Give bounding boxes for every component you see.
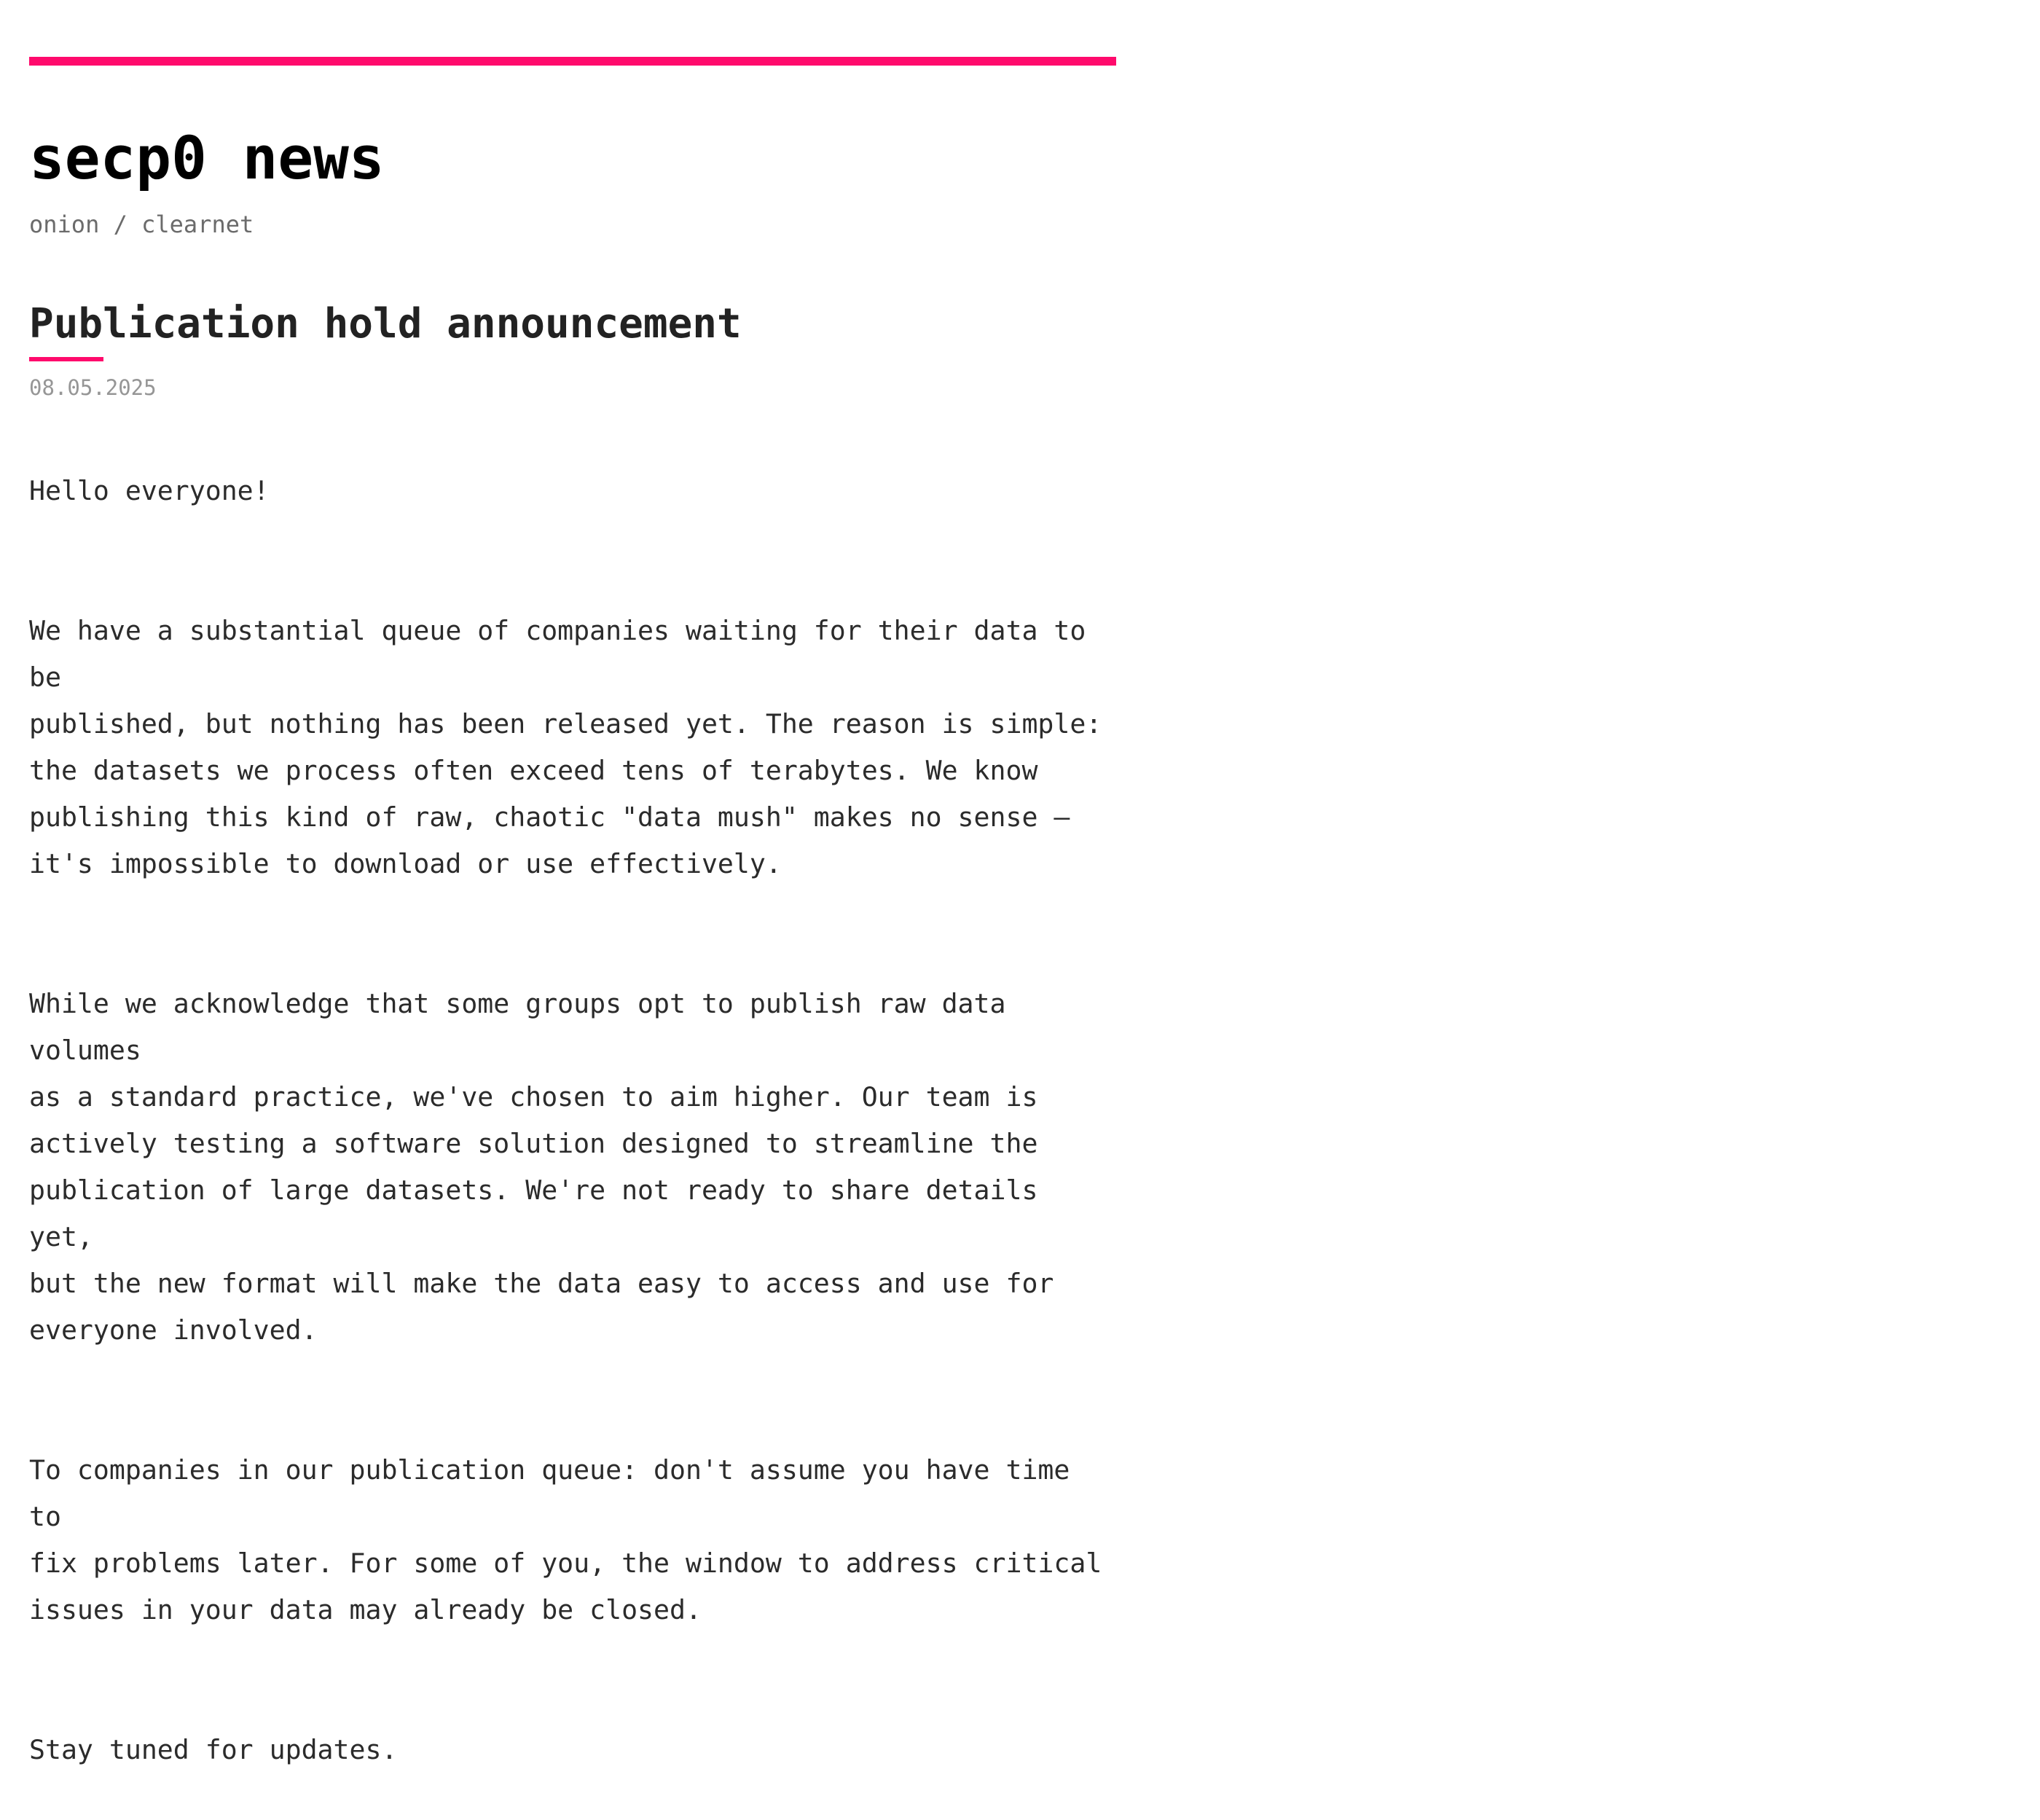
post-paragraph: Hello everyone! <box>29 475 270 506</box>
post-title: Publication hold announcement <box>29 300 742 348</box>
site-links <box>29 210 1116 239</box>
site-title[interactable]: secp0 news <box>29 125 385 193</box>
post-paragraph: While we acknowledge that some groups opt to publish raw data volumes as a standard practice, we've chosen to aim higher. Our team is actively testing a software solution designed to streamline the publication of large datasets. We're not ready to share details yet, but the new format will make the data easy to access and use for everyone involved. <box>29 988 1054 1346</box>
post-paragraph: Stay tuned for updates. <box>29 1734 398 1765</box>
title-underline <box>29 357 103 361</box>
accent-top-bar <box>29 57 1116 66</box>
post-paragraph: To companies in our publication queue: don't assume you have time to fix problems later. For some of you, the window to address critical issues in your data may already be closed. <box>29 1454 1102 1625</box>
clearnet-link[interactable]: clearnet <box>141 211 254 238</box>
page-container <box>29 57 1116 1820</box>
onion-link[interactable]: onion <box>29 211 100 238</box>
post-paragraph: We have a substantial queue of companies waiting for their data to be published, but nothing has been released yet. The reason is simple: the datasets we process often exceed tens of terabytes. We know publishing this kind of raw, chaotic "data mush" makes no sense – it's impossible to download or use effectively. <box>29 615 1102 879</box>
link-separator: / <box>113 211 128 238</box>
post-body <box>29 421 1116 1820</box>
post-date: 08.05.2025 <box>29 375 157 400</box>
